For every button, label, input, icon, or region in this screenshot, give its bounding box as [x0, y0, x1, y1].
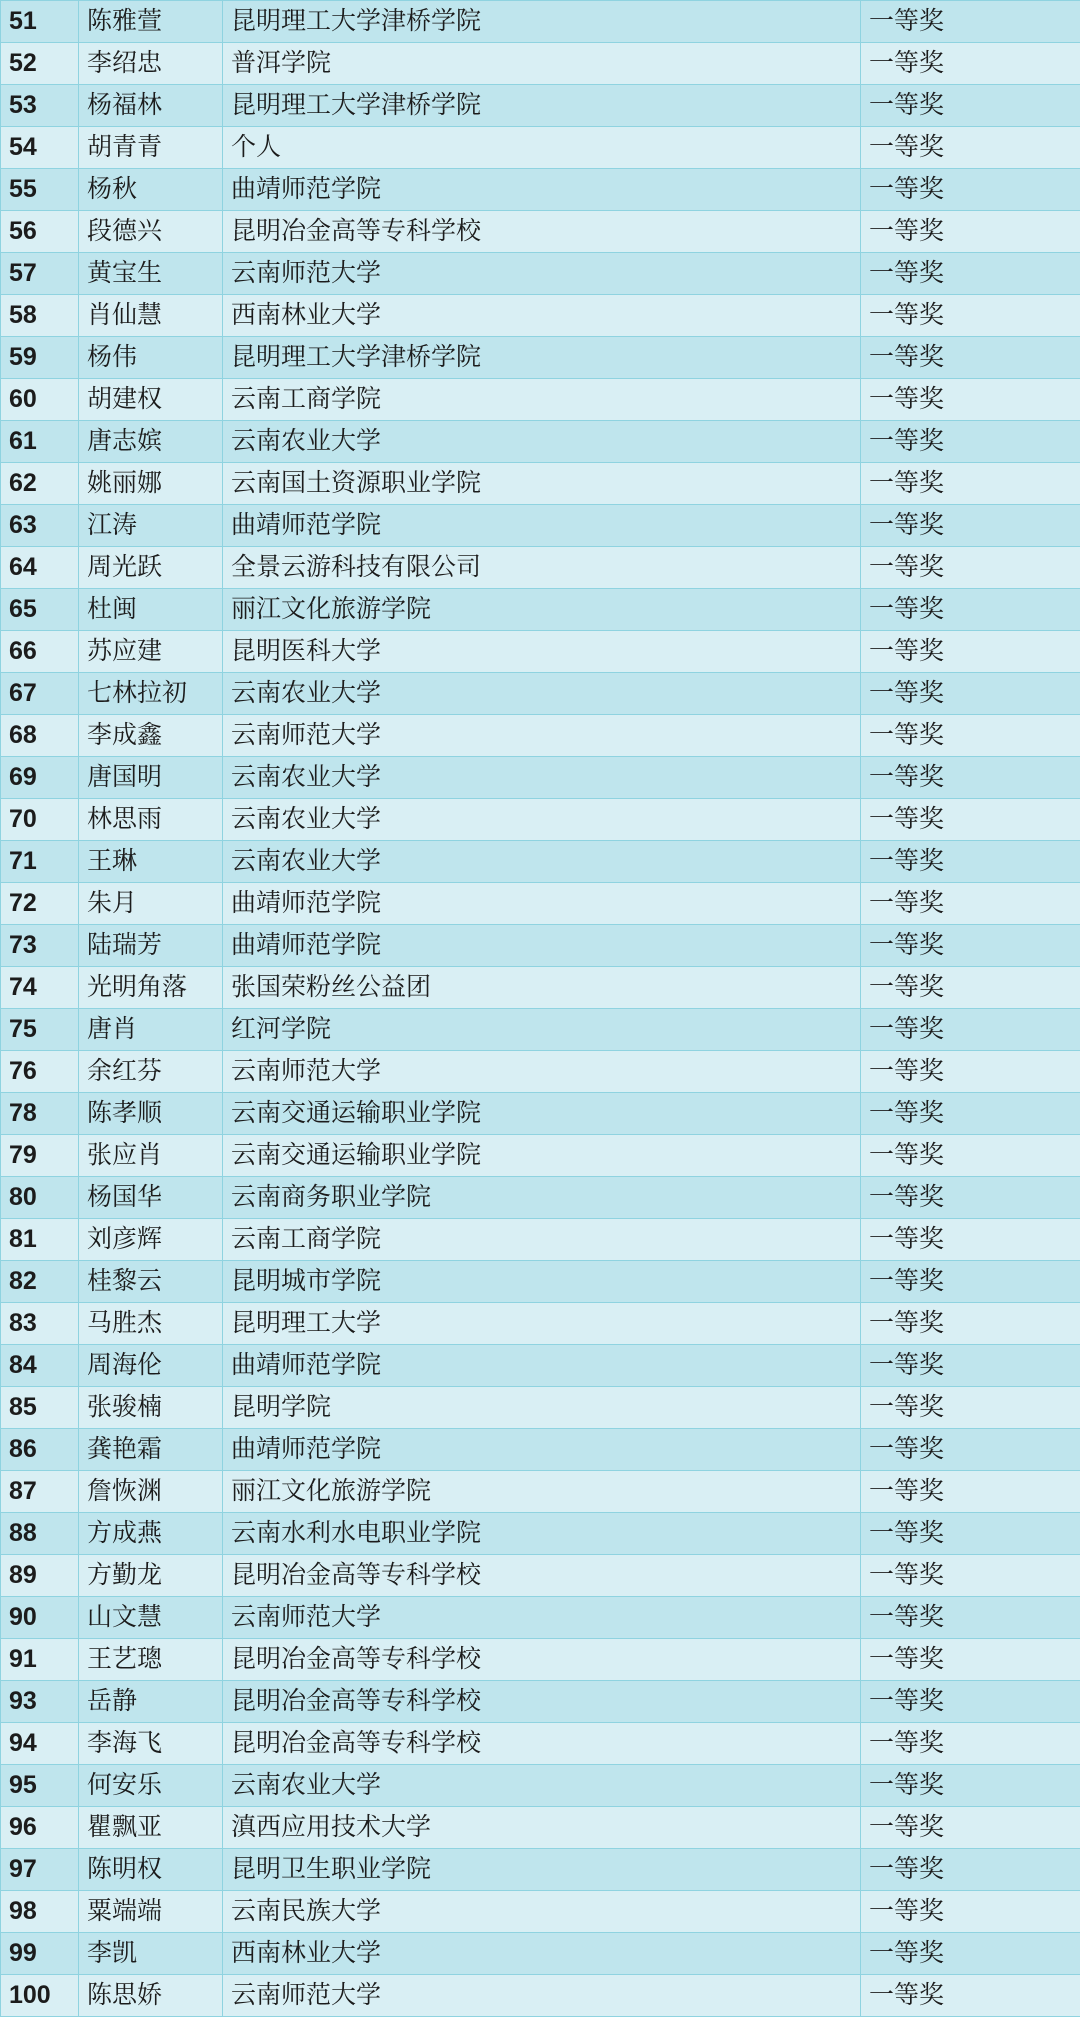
cell-rank: 66	[1, 631, 79, 673]
cell-name: 李成鑫	[79, 715, 223, 757]
cell-organization: 昆明冶金高等专科学校	[223, 1639, 861, 1681]
cell-prize: 一等奖	[861, 85, 1080, 127]
table-row	[1, 1177, 1080, 1219]
cell-rank: 60	[1, 379, 79, 421]
cell-organization: 曲靖师范学院	[223, 883, 861, 925]
cell-prize: 一等奖	[861, 1723, 1080, 1765]
table-row	[1, 1891, 1080, 1933]
cell-rank: 99	[1, 1933, 79, 1975]
cell-rank: 54	[1, 127, 79, 169]
cell-name: 陈思娇	[79, 1975, 223, 2017]
cell-name: 龚艳霜	[79, 1429, 223, 1471]
cell-rank: 55	[1, 169, 79, 211]
table-row	[1, 1219, 1080, 1261]
cell-name: 詹恢渊	[79, 1471, 223, 1513]
table-row	[1, 337, 1080, 379]
cell-name: 朱月	[79, 883, 223, 925]
cell-prize: 一等奖	[861, 1261, 1080, 1303]
table-row	[1, 295, 1080, 337]
cell-organization: 云南师范大学	[223, 1597, 861, 1639]
cell-organization: 云南交通运输职业学院	[223, 1093, 861, 1135]
cell-prize: 一等奖	[861, 1975, 1080, 2017]
table-row	[1, 1933, 1080, 1975]
table-row	[1, 85, 1080, 127]
cell-organization: 滇西应用技术大学	[223, 1807, 861, 1849]
cell-prize: 一等奖	[861, 1303, 1080, 1345]
cell-organization: 昆明学院	[223, 1387, 861, 1429]
cell-rank: 91	[1, 1639, 79, 1681]
cell-rank: 78	[1, 1093, 79, 1135]
table-row	[1, 631, 1080, 673]
cell-organization: 昆明卫生职业学院	[223, 1849, 861, 1891]
cell-rank: 86	[1, 1429, 79, 1471]
cell-prize: 一等奖	[861, 1093, 1080, 1135]
cell-name: 胡建权	[79, 379, 223, 421]
cell-organization: 张国荣粉丝公益团	[223, 967, 861, 1009]
cell-organization: 曲靖师范学院	[223, 169, 861, 211]
cell-organization: 曲靖师范学院	[223, 925, 861, 967]
cell-organization: 云南农业大学	[223, 799, 861, 841]
cell-rank: 57	[1, 253, 79, 295]
table-row	[1, 421, 1080, 463]
cell-organization: 云南农业大学	[223, 421, 861, 463]
cell-prize: 一等奖	[861, 1429, 1080, 1471]
table-row	[1, 1723, 1080, 1765]
cell-name: 唐国明	[79, 757, 223, 799]
cell-organization: 云南师范大学	[223, 253, 861, 295]
cell-organization: 普洱学院	[223, 43, 861, 85]
cell-rank: 87	[1, 1471, 79, 1513]
table-row	[1, 211, 1080, 253]
cell-name: 林思雨	[79, 799, 223, 841]
cell-prize: 一等奖	[861, 1513, 1080, 1555]
table-row	[1, 1093, 1080, 1135]
cell-organization: 云南农业大学	[223, 757, 861, 799]
table-row	[1, 169, 1080, 211]
cell-rank: 96	[1, 1807, 79, 1849]
cell-organization: 曲靖师范学院	[223, 1429, 861, 1471]
cell-rank: 84	[1, 1345, 79, 1387]
cell-rank: 81	[1, 1219, 79, 1261]
cell-rank: 69	[1, 757, 79, 799]
cell-rank: 63	[1, 505, 79, 547]
cell-rank: 58	[1, 295, 79, 337]
cell-prize: 一等奖	[861, 1933, 1080, 1975]
cell-name: 苏应建	[79, 631, 223, 673]
table-row	[1, 1387, 1080, 1429]
cell-organization: 昆明理工大学津桥学院	[223, 85, 861, 127]
cell-name: 何安乐	[79, 1765, 223, 1807]
cell-prize: 一等奖	[861, 799, 1080, 841]
cell-rank: 88	[1, 1513, 79, 1555]
cell-organization: 丽江文化旅游学院	[223, 1471, 861, 1513]
cell-prize: 一等奖	[861, 1009, 1080, 1051]
cell-organization: 丽江文化旅游学院	[223, 589, 861, 631]
cell-prize: 一等奖	[861, 1387, 1080, 1429]
table-row	[1, 253, 1080, 295]
cell-name: 方勤龙	[79, 1555, 223, 1597]
cell-rank: 80	[1, 1177, 79, 1219]
cell-rank: 90	[1, 1597, 79, 1639]
cell-prize: 一等奖	[861, 967, 1080, 1009]
cell-organization: 云南师范大学	[223, 715, 861, 757]
cell-rank: 100	[1, 1975, 79, 2017]
cell-rank: 62	[1, 463, 79, 505]
cell-prize: 一等奖	[861, 925, 1080, 967]
cell-prize: 一等奖	[861, 1849, 1080, 1891]
cell-prize: 一等奖	[861, 211, 1080, 253]
table-row	[1, 1429, 1080, 1471]
cell-prize: 一等奖	[861, 1177, 1080, 1219]
cell-name: 唐志嫔	[79, 421, 223, 463]
table-row	[1, 1261, 1080, 1303]
cell-organization: 昆明冶金高等专科学校	[223, 211, 861, 253]
cell-name: 杨秋	[79, 169, 223, 211]
cell-rank: 97	[1, 1849, 79, 1891]
cell-rank: 75	[1, 1009, 79, 1051]
cell-organization: 全景云游科技有限公司	[223, 547, 861, 589]
cell-rank: 64	[1, 547, 79, 589]
cell-name: 杨福林	[79, 85, 223, 127]
cell-rank: 67	[1, 673, 79, 715]
cell-prize: 一等奖	[861, 1135, 1080, 1177]
table-row	[1, 1849, 1080, 1891]
cell-prize: 一等奖	[861, 505, 1080, 547]
cell-name: 杨伟	[79, 337, 223, 379]
cell-rank: 76	[1, 1051, 79, 1093]
cell-prize: 一等奖	[861, 1345, 1080, 1387]
cell-name: 肖仙慧	[79, 295, 223, 337]
cell-name: 王艺璁	[79, 1639, 223, 1681]
table-row	[1, 1513, 1080, 1555]
cell-name: 余红芬	[79, 1051, 223, 1093]
cell-prize: 一等奖	[861, 1555, 1080, 1597]
cell-rank: 61	[1, 421, 79, 463]
cell-organization: 昆明医科大学	[223, 631, 861, 673]
cell-prize: 一等奖	[861, 463, 1080, 505]
cell-prize: 一等奖	[861, 631, 1080, 673]
table-row	[1, 1051, 1080, 1093]
table-row	[1, 1135, 1080, 1177]
cell-name: 刘彦辉	[79, 1219, 223, 1261]
cell-prize: 一等奖	[861, 589, 1080, 631]
cell-organization: 云南民族大学	[223, 1891, 861, 1933]
table-row	[1, 127, 1080, 169]
cell-prize: 一等奖	[861, 673, 1080, 715]
cell-rank: 73	[1, 925, 79, 967]
cell-prize: 一等奖	[861, 1681, 1080, 1723]
cell-name: 马胜杰	[79, 1303, 223, 1345]
table-row	[1, 43, 1080, 85]
cell-rank: 56	[1, 211, 79, 253]
cell-organization: 曲靖师范学院	[223, 505, 861, 547]
cell-name: 杨国华	[79, 1177, 223, 1219]
cell-name: 岳静	[79, 1681, 223, 1723]
cell-prize: 一等奖	[861, 841, 1080, 883]
cell-organization: 曲靖师范学院	[223, 1345, 861, 1387]
cell-name: 段德兴	[79, 211, 223, 253]
cell-name: 陈孝顺	[79, 1093, 223, 1135]
cell-prize: 一等奖	[861, 379, 1080, 421]
cell-organization: 昆明理工大学津桥学院	[223, 337, 861, 379]
table-row	[1, 1681, 1080, 1723]
table-row	[1, 1471, 1080, 1513]
cell-prize: 一等奖	[861, 169, 1080, 211]
cell-organization: 云南水利水电职业学院	[223, 1513, 861, 1555]
table-row	[1, 547, 1080, 589]
cell-organization: 西南林业大学	[223, 1933, 861, 1975]
table-row	[1, 1303, 1080, 1345]
cell-name: 江涛	[79, 505, 223, 547]
cell-prize: 一等奖	[861, 1639, 1080, 1681]
cell-prize: 一等奖	[861, 1051, 1080, 1093]
cell-prize: 一等奖	[861, 883, 1080, 925]
cell-rank: 51	[1, 1, 79, 43]
cell-organization: 昆明冶金高等专科学校	[223, 1723, 861, 1765]
cell-prize: 一等奖	[861, 715, 1080, 757]
cell-name: 李凯	[79, 1933, 223, 1975]
cell-name: 张应肖	[79, 1135, 223, 1177]
cell-prize: 一等奖	[861, 1765, 1080, 1807]
cell-name: 杜闽	[79, 589, 223, 631]
cell-rank: 72	[1, 883, 79, 925]
cell-rank: 85	[1, 1387, 79, 1429]
table-row	[1, 883, 1080, 925]
cell-organization: 西南林业大学	[223, 295, 861, 337]
cell-name: 光明角落	[79, 967, 223, 1009]
table-row	[1, 589, 1080, 631]
table-row	[1, 1555, 1080, 1597]
cell-name: 粟端端	[79, 1891, 223, 1933]
cell-prize: 一等奖	[861, 1471, 1080, 1513]
cell-name: 桂黎云	[79, 1261, 223, 1303]
cell-rank: 52	[1, 43, 79, 85]
table-row	[1, 1975, 1080, 2017]
cell-rank: 83	[1, 1303, 79, 1345]
cell-name: 黄宝生	[79, 253, 223, 295]
cell-organization: 昆明理工大学津桥学院	[223, 1, 861, 43]
cell-rank: 93	[1, 1681, 79, 1723]
cell-name: 姚丽娜	[79, 463, 223, 505]
cell-name: 七林拉初	[79, 673, 223, 715]
cell-rank: 65	[1, 589, 79, 631]
cell-name: 方成燕	[79, 1513, 223, 1555]
cell-name: 张骏楠	[79, 1387, 223, 1429]
cell-rank: 79	[1, 1135, 79, 1177]
cell-prize: 一等奖	[861, 253, 1080, 295]
cell-organization: 云南商务职业学院	[223, 1177, 861, 1219]
cell-name: 唐肖	[79, 1009, 223, 1051]
cell-prize: 一等奖	[861, 1597, 1080, 1639]
cell-rank: 71	[1, 841, 79, 883]
table-row	[1, 1765, 1080, 1807]
table-row	[1, 463, 1080, 505]
table-row	[1, 1009, 1080, 1051]
cell-prize: 一等奖	[861, 295, 1080, 337]
cell-organization: 云南工商学院	[223, 1219, 861, 1261]
cell-organization: 云南农业大学	[223, 1765, 861, 1807]
cell-organization: 昆明冶金高等专科学校	[223, 1681, 861, 1723]
table-row	[1, 715, 1080, 757]
table-row	[1, 799, 1080, 841]
cell-prize: 一等奖	[861, 127, 1080, 169]
cell-prize: 一等奖	[861, 421, 1080, 463]
cell-name: 胡青青	[79, 127, 223, 169]
cell-name: 山文慧	[79, 1597, 223, 1639]
table-row	[1, 967, 1080, 1009]
cell-organization: 云南师范大学	[223, 1051, 861, 1093]
cell-name: 李海飞	[79, 1723, 223, 1765]
cell-rank: 82	[1, 1261, 79, 1303]
cell-organization: 云南农业大学	[223, 841, 861, 883]
cell-name: 陈明权	[79, 1849, 223, 1891]
cell-prize: 一等奖	[861, 337, 1080, 379]
cell-rank: 89	[1, 1555, 79, 1597]
table-row	[1, 757, 1080, 799]
cell-rank: 98	[1, 1891, 79, 1933]
cell-organization: 昆明理工大学	[223, 1303, 861, 1345]
cell-name: 瞿飘亚	[79, 1807, 223, 1849]
cell-organization: 个人	[223, 127, 861, 169]
table-row	[1, 1639, 1080, 1681]
cell-rank: 74	[1, 967, 79, 1009]
cell-name: 陆瑞芳	[79, 925, 223, 967]
cell-rank: 68	[1, 715, 79, 757]
cell-name: 王琳	[79, 841, 223, 883]
cell-name: 周海伦	[79, 1345, 223, 1387]
table-row	[1, 1807, 1080, 1849]
cell-organization: 昆明冶金高等专科学校	[223, 1555, 861, 1597]
cell-rank: 59	[1, 337, 79, 379]
cell-prize: 一等奖	[861, 1807, 1080, 1849]
award-table-body	[1, 1, 1080, 2017]
cell-rank: 70	[1, 799, 79, 841]
cell-organization: 昆明城市学院	[223, 1261, 861, 1303]
table-row	[1, 1, 1080, 43]
cell-organization: 云南交通运输职业学院	[223, 1135, 861, 1177]
cell-prize: 一等奖	[861, 1891, 1080, 1933]
cell-rank: 94	[1, 1723, 79, 1765]
cell-name: 李绍忠	[79, 43, 223, 85]
table-row	[1, 1345, 1080, 1387]
table-row	[1, 673, 1080, 715]
cell-organization: 云南工商学院	[223, 379, 861, 421]
cell-name: 陈雅萱	[79, 1, 223, 43]
cell-organization: 红河学院	[223, 1009, 861, 1051]
table-row	[1, 841, 1080, 883]
table-row	[1, 1597, 1080, 1639]
cell-rank: 95	[1, 1765, 79, 1807]
table-row	[1, 505, 1080, 547]
cell-organization: 云南农业大学	[223, 673, 861, 715]
cell-organization: 云南国土资源职业学院	[223, 463, 861, 505]
cell-prize: 一等奖	[861, 1, 1080, 43]
cell-prize: 一等奖	[861, 43, 1080, 85]
cell-prize: 一等奖	[861, 1219, 1080, 1261]
cell-organization: 云南师范大学	[223, 1975, 861, 2017]
cell-rank: 53	[1, 85, 79, 127]
table-row	[1, 925, 1080, 967]
cell-name: 周光跃	[79, 547, 223, 589]
table-row	[1, 379, 1080, 421]
cell-prize: 一等奖	[861, 757, 1080, 799]
cell-prize: 一等奖	[861, 547, 1080, 589]
